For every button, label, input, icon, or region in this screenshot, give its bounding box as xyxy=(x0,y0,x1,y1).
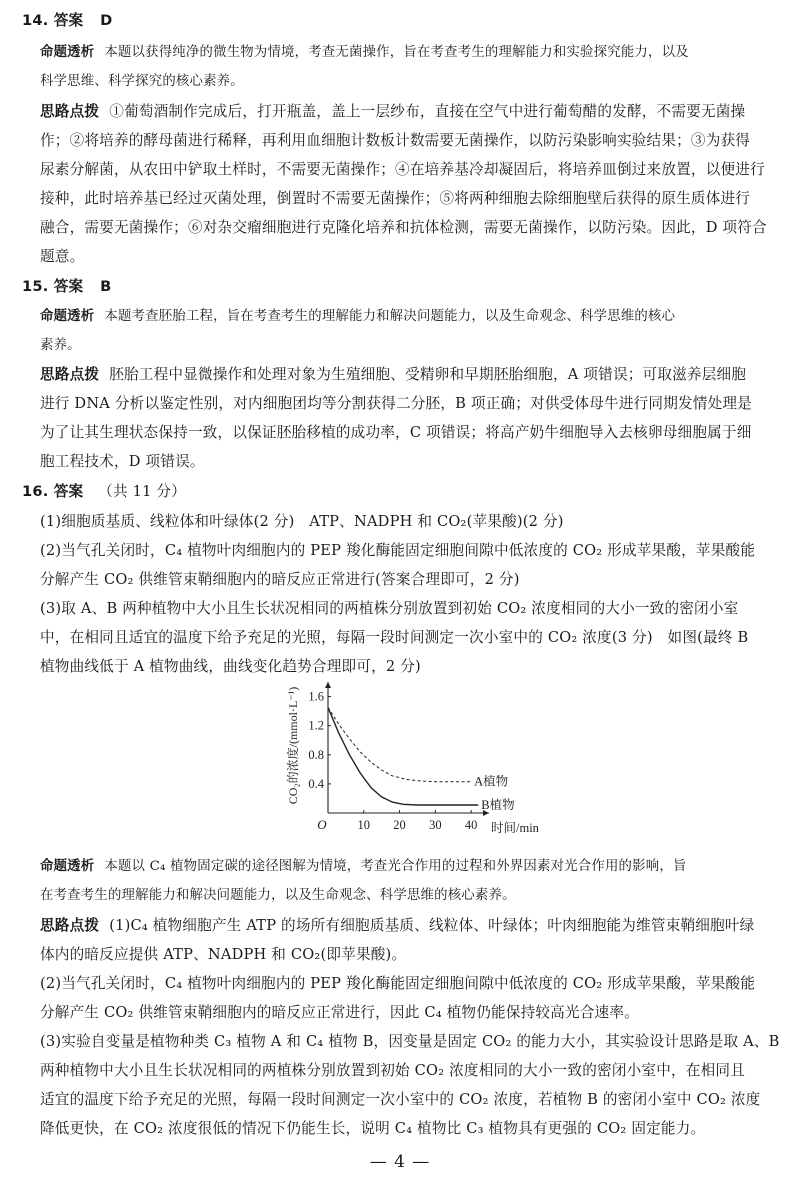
text-line: 素养。 xyxy=(40,338,81,353)
text-line: 在考查考生的理解能力和解决问题能力，以及生命观念、科学思维的核心素养。 xyxy=(40,888,516,903)
x-tick-label: 30 xyxy=(429,818,442,832)
q15-label: 15. 答案 xyxy=(22,278,84,295)
text-line: (3)取 A、B 两种植物中大小且生长状况相同的两植株分别放置到初始 CO₂ 浓度相同的大小一致的密闭小室 xyxy=(40,600,739,617)
text-line: 胞工程技术，D 项错误。 xyxy=(40,453,205,470)
hint-label: 思路点拨 xyxy=(40,103,100,120)
y-axis-arrow xyxy=(325,682,331,688)
q16-analysis-line xyxy=(40,857,782,877)
page-number: — 4 — xyxy=(369,1152,431,1172)
text-line: 进行 DNA 分析以鉴定性别，对内细胞团均等分割获得二分胚，B 项正确；对供受体母牛进行同期发情处理是 xyxy=(40,395,752,412)
y-tick-label: 0.8 xyxy=(308,747,324,762)
text-line: 本题以获得纯净的微生物为情境，考查无菌操作，旨在考查考生的理解能力和实验探究能力，以及 xyxy=(104,45,689,60)
text-line: (2)当气孔关闭时，C₄ 植物叶肉细胞内的 PEP 羧化酶能固定细胞间隙中低浓度的 CO₂ 形成苹果酸，苹果酸能 xyxy=(40,975,756,992)
text-line: (2)当气孔关闭时，C₄ 植物叶肉细胞内的 PEP 羧化酶能固定细胞间隙中低浓度的 CO₂ 形成苹果酸，苹果酸能 xyxy=(40,542,756,559)
text-line: (1)细胞质基质、线粒体和叶绿体(2 分) ATP、NADPH 和 CO₂(苹果酸)(2 分) xyxy=(40,513,564,530)
text-line: 分解产生 CO₂ 供维管束鞘细胞内的暗反应正常进行(答案合理即可，2 分) xyxy=(40,571,520,588)
text-line: 作；②将培养的酵母菌进行稀释，再利用血细胞计数板计数需要无菌操作，以防污染影响实验结果；③为获得 xyxy=(40,132,751,149)
text-line: 分解产生 CO₂ 供维管束鞘细胞内的暗反应正常进行，因此 C₄ 植物仍能保持较高光合速率。 xyxy=(40,1004,639,1021)
series-line-a xyxy=(328,708,471,782)
q15-analysis-line xyxy=(40,307,782,327)
q16-hint-line xyxy=(40,916,782,936)
chart-svg xyxy=(284,678,574,848)
hint-label: 思路点拨 xyxy=(40,366,100,383)
y-tick-label: 1.2 xyxy=(308,718,324,733)
q16-header xyxy=(22,482,782,502)
q14-header xyxy=(22,11,782,31)
series-label-b: B植物 xyxy=(481,797,515,812)
co2-concentration-chart xyxy=(284,678,574,848)
q16-label: 16. 答案 xyxy=(22,483,84,500)
y-tick-label: 1.6 xyxy=(308,689,324,704)
text-line: 降低更快，在 CO₂ 浓度很低的情况下仍能生长，说明 C₄ 植物比 C₃ 植物具有更强的 CO₂ 固定能力。 xyxy=(40,1120,706,1137)
q15-header xyxy=(22,277,782,297)
text-line: 科学思维、科学探究的核心素养。 xyxy=(40,74,244,89)
text-line: 本题考查胚胎工程，旨在考查考生的理解能力和解决问题能力，以及生命观念、科学思维的核心 xyxy=(104,309,676,324)
x-tick-label: 40 xyxy=(464,818,478,832)
text-line: 融合，需要无菌操作；⑥对杂交瘤细胞进行克隆化培养和抗体检测，需要无菌操作，以防污染。因此，D 项符合 xyxy=(40,219,767,236)
text-line: 中，在相同且适宜的温度下给予充足的光照，每隔一段时间测定一次小室中的 CO₂ 浓度(3 分) 如图(最终 B xyxy=(40,629,749,646)
series-label-a: A植物 xyxy=(474,774,509,789)
text-line: 本题以 C₄ 植物固定碳的途径图解为情境，考查光合作用的过程和外界因素对光合作用的影响，旨 xyxy=(104,859,687,874)
text-line: 为了让其生理状态保持一致，以保证胚胎移植的成功率，C 项错误；将高产奶牛细胞导入去核卵母细胞属于细 xyxy=(40,424,752,441)
q16-answer: （共 11 分） xyxy=(98,483,186,500)
text-line: 植物曲线低于 A 植物曲线，曲线变化趋势合理即可，2 分) xyxy=(40,658,421,675)
analysis-label: 命题透析 xyxy=(40,859,95,874)
text-line: ①葡萄酒制作完成后，打开瓶盖，盖上一层纱布，直接在空气中进行葡萄醋的发酵，不需要无菌操 xyxy=(109,103,746,120)
text-line: 胚胎工程中显微操作和处理对象为生殖细胞、受精卵和早期胚胎细胞，A 项错误；可取滋养层细胞 xyxy=(109,366,747,383)
y-tick-label: 0.4 xyxy=(308,776,324,791)
x-axis-label: 时间/min xyxy=(491,821,539,835)
y-axis-label: CO₂的浓度/(mmol·L⁻¹) xyxy=(286,686,300,805)
series-line-b xyxy=(328,708,478,806)
text-line: (1)C₄ 植物细胞产生 ATP 的场所有细胞质基质、线粒体、叶绿体；叶肉细胞能为维管束鞘细胞叶绿 xyxy=(109,917,755,934)
q14-answer: D xyxy=(100,12,113,29)
x-tick-label: 10 xyxy=(357,818,371,832)
text-line: 尿素分解菌，从农田中铲取土样时，不需要无菌操作；④在培养基冷却凝固后，将培养皿倒过来放置，以便进行 xyxy=(40,161,765,178)
x-tick-label: 20 xyxy=(393,818,406,832)
q14-label: 14. 答案 xyxy=(22,12,84,29)
analysis-label: 命题透析 xyxy=(40,309,95,324)
origin-label: O xyxy=(317,817,327,832)
q15-answer: B xyxy=(100,278,112,295)
text-line: 接种，此时培养基已经过灭菌处理，倒置时不需要无菌操作；⑤将两种细胞去除细胞壁后获得的原生质体进行 xyxy=(40,190,751,207)
text-line: (3)实验自变量是植物种类 C₃ 植物 A 和 C₄ 植物 B，因变量是固定 CO₂ 的能力大小，其实验设计思路是取 A、B xyxy=(40,1033,780,1050)
q14-analysis-line xyxy=(40,43,782,63)
text-line: 适宜的温度下给予充足的光照，每隔一段时间测定一次小室中的 CO₂ 浓度，若植物 B 的密闭小室中 CO₂ 浓度 xyxy=(40,1091,761,1108)
q15-hint-line xyxy=(40,365,782,385)
hint-label: 思路点拨 xyxy=(40,917,100,934)
analysis-label: 命题透析 xyxy=(40,45,95,60)
text-line: 题意。 xyxy=(40,248,85,265)
q14-hint-line xyxy=(40,102,782,122)
text-line: 体内的暗反应提供 ATP、NADPH 和 CO₂(即苹果酸)。 xyxy=(40,946,407,963)
text-line: 两种植物中大小且生长状况相同的两植株分别放置到初始 CO₂ 浓度相同的大小一致的密闭小室中，在相同且 xyxy=(40,1062,745,1079)
